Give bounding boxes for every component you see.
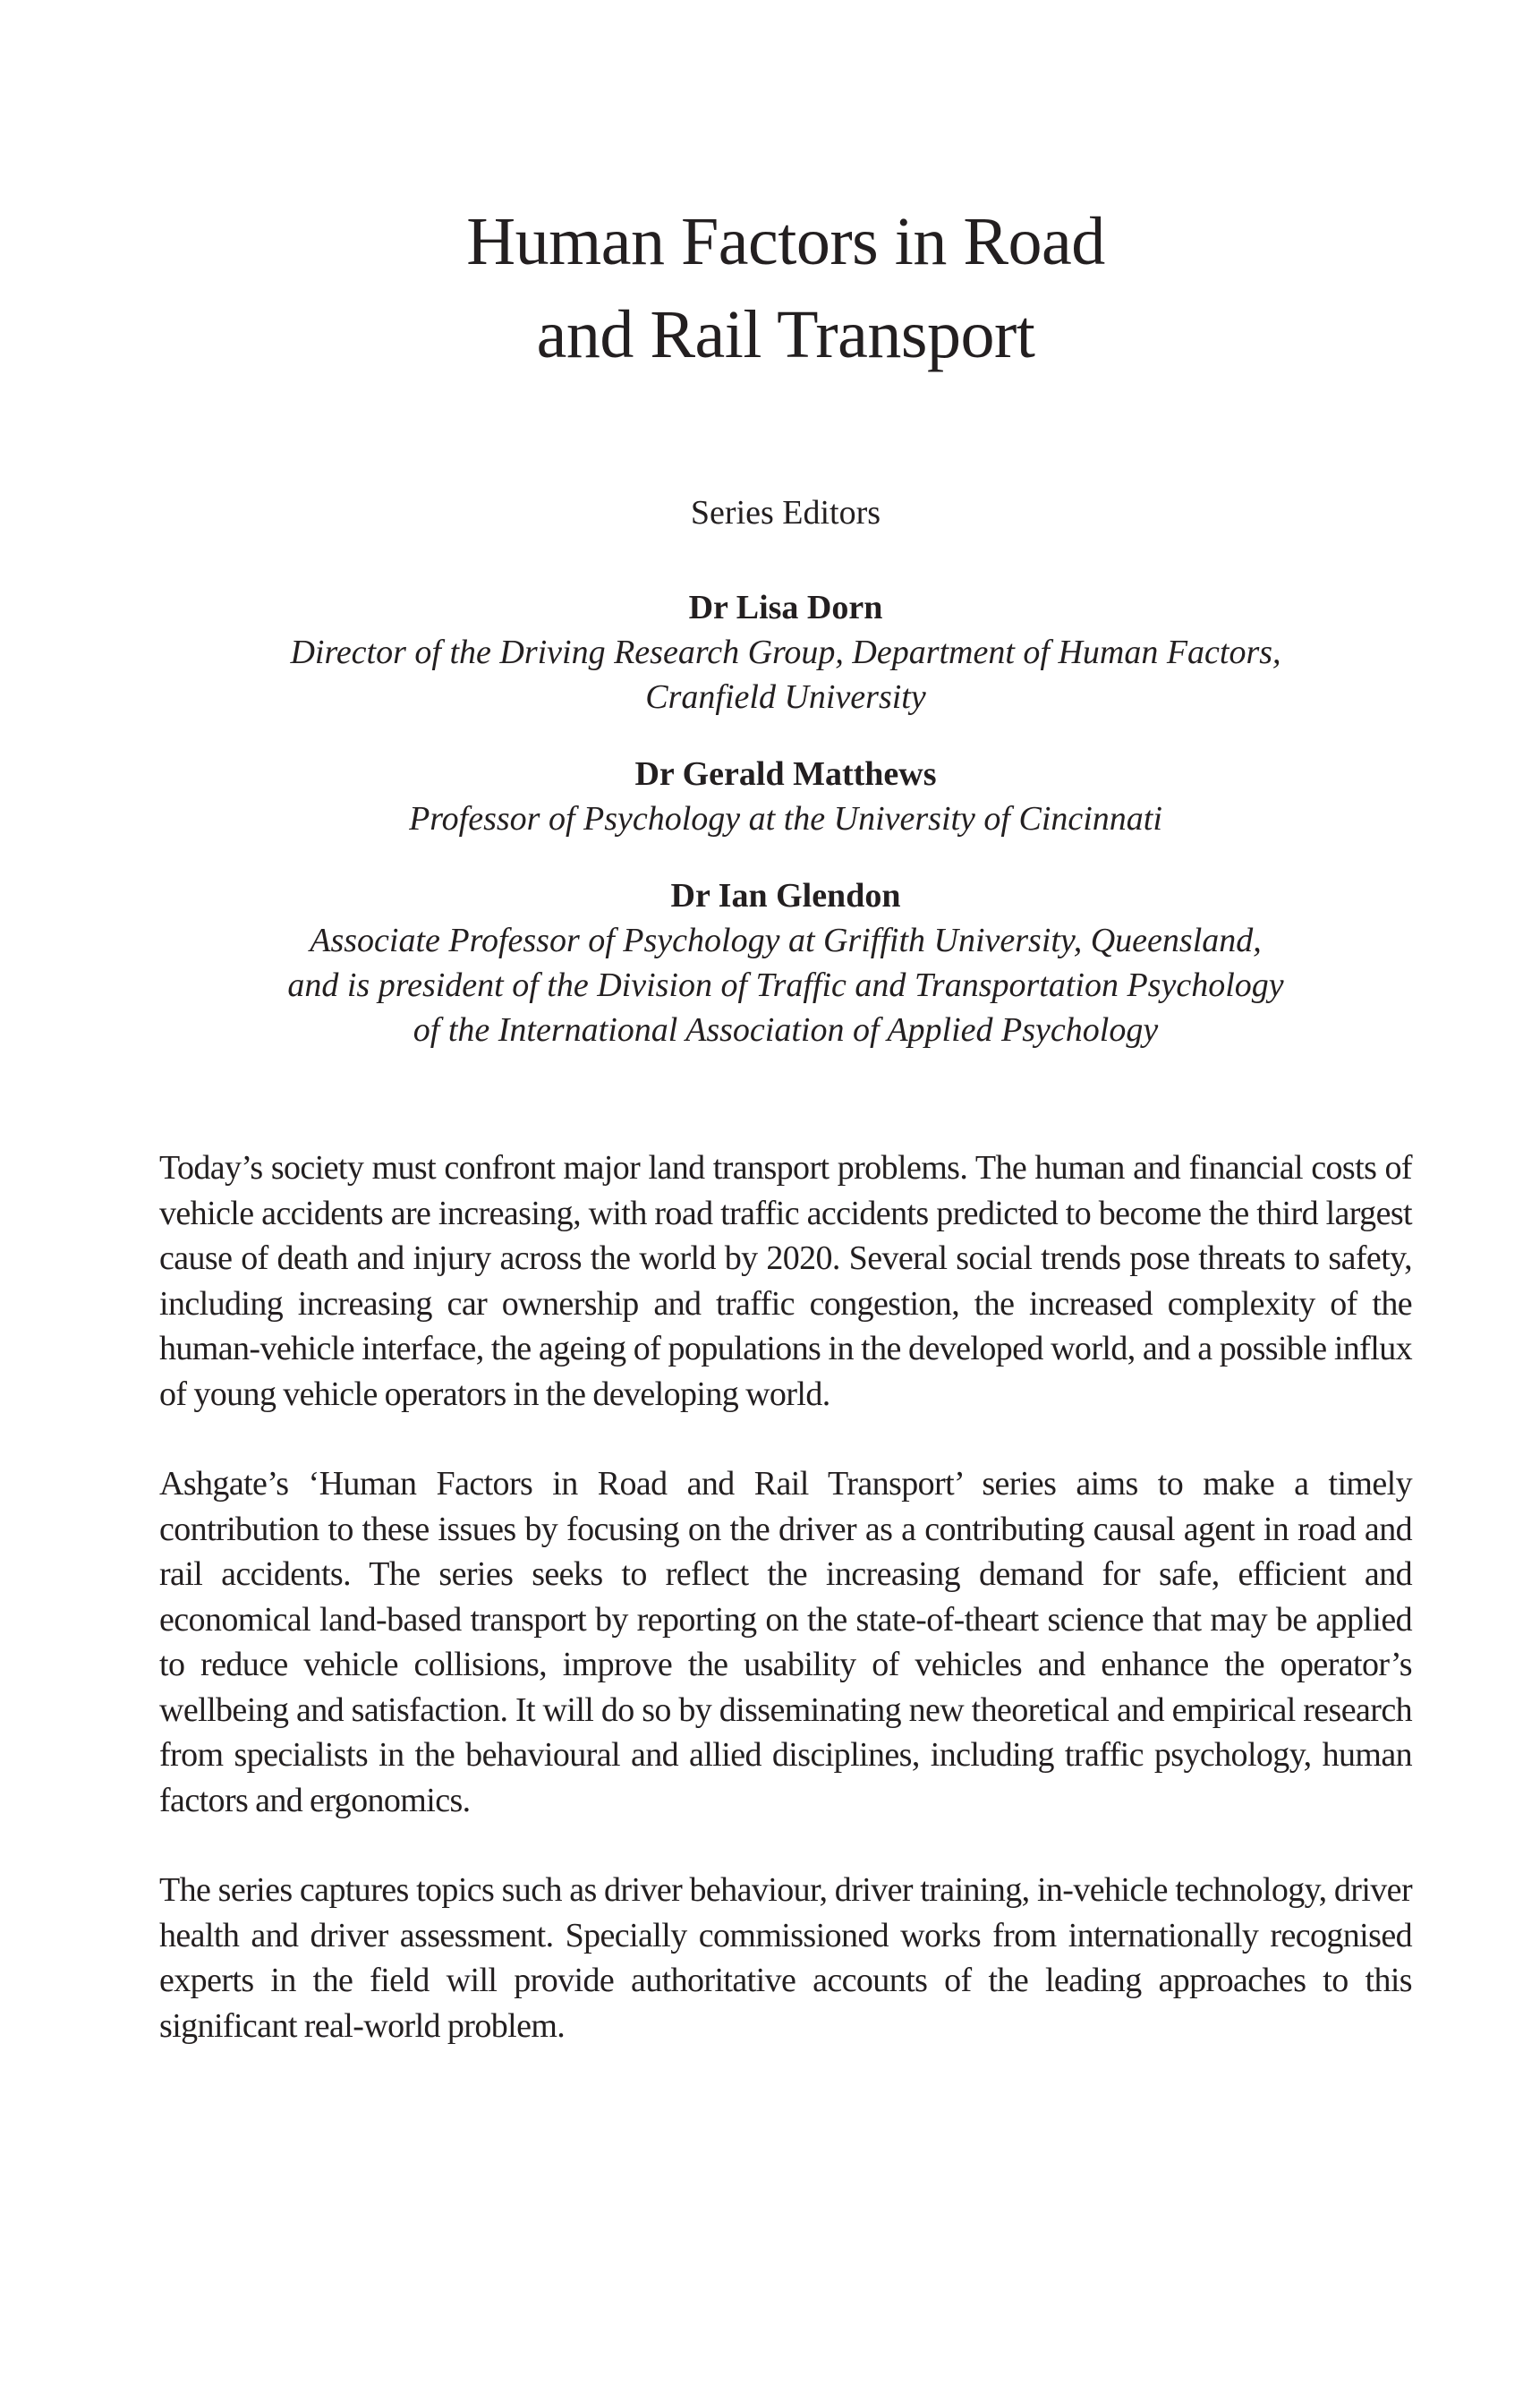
editor-name: Dr Gerald Matthews (634, 755, 937, 793)
paragraph-intro: Today’s society must confront major land transport problems. The human and financial costs of vehicle accidents are increasing, with road traffic accidents predicted to become the third largest cause of death and injury across the world by 2020. Several social trends pose threats to safety, including increasing car ownership and traffic congestion, the increased complexity of the human-vehicle interface, the ageing of populations in the developed world, and a possible influx of young vehicle operators in the developing world. (159, 1149, 1412, 1413)
paragraph-topics: The series captures topics such as driver behaviour, driver training, in-vehicle technology, driver health and driver assessment. Specially commissioned works from internationally recognised experts in the field will provide authoritative accounts of the leading approaches to this significant real-world problem. (159, 1871, 1412, 2045)
editor-affiliation (159, 796, 1412, 841)
editor-affiliation-line: Professor of Psychology at the University of Cincinnati (409, 800, 1162, 838)
editor-affiliation (159, 918, 1412, 1052)
series-editors-section (159, 490, 1412, 1085)
paragraph-aims: Ashgate’s ‘Human Factors in Road and Rail Transport’ series aims to make a timely contribution to these issues by focusing on the driver as a contributing causal agent in road and rail accidents. The series seeks to reflect the increasing demand for safe, efficient and economical land-based transport by reporting on the state-of-theart science that may be applied to reduce vehicle collisions, improve the usability of vehicles and enhance the operator’s wellbeing and satisfaction. It will do so by disseminating new theoretical and empirical research from specialists in the behavioural and allied disciplines, including traffic psychology, human factors and ergonomics. (159, 1465, 1412, 1819)
editor-entry (159, 752, 1412, 841)
series-description (159, 1145, 1412, 2093)
editor-entry (159, 873, 1412, 1052)
editor-affiliation-line: Director of the Driving Research Group, Department of Human Factors, (290, 634, 1281, 671)
series-editors-heading: Series Editors (690, 494, 881, 532)
editor-affiliation (159, 630, 1412, 719)
editor-entry (159, 585, 1412, 719)
editor-name: Dr Lisa Dorn (688, 589, 883, 626)
editor-name: Dr Ian Glendon (670, 877, 901, 915)
editor-affiliation-line: of the International Association of Applied Psychology (413, 1011, 1159, 1049)
series-title-line-1: Human Factors in Road (466, 204, 1105, 279)
series-title (159, 195, 1412, 381)
editor-affiliation-line: Cranfield University (645, 678, 926, 716)
editor-affiliation-line: and is president of the Division of Traffic and Transportation Psychology (287, 966, 1284, 1004)
series-title-line-2: and Rail Transport (536, 297, 1035, 372)
editor-affiliation-line: Associate Professor of Psychology at Griffith University, Queensland, (310, 922, 1262, 959)
